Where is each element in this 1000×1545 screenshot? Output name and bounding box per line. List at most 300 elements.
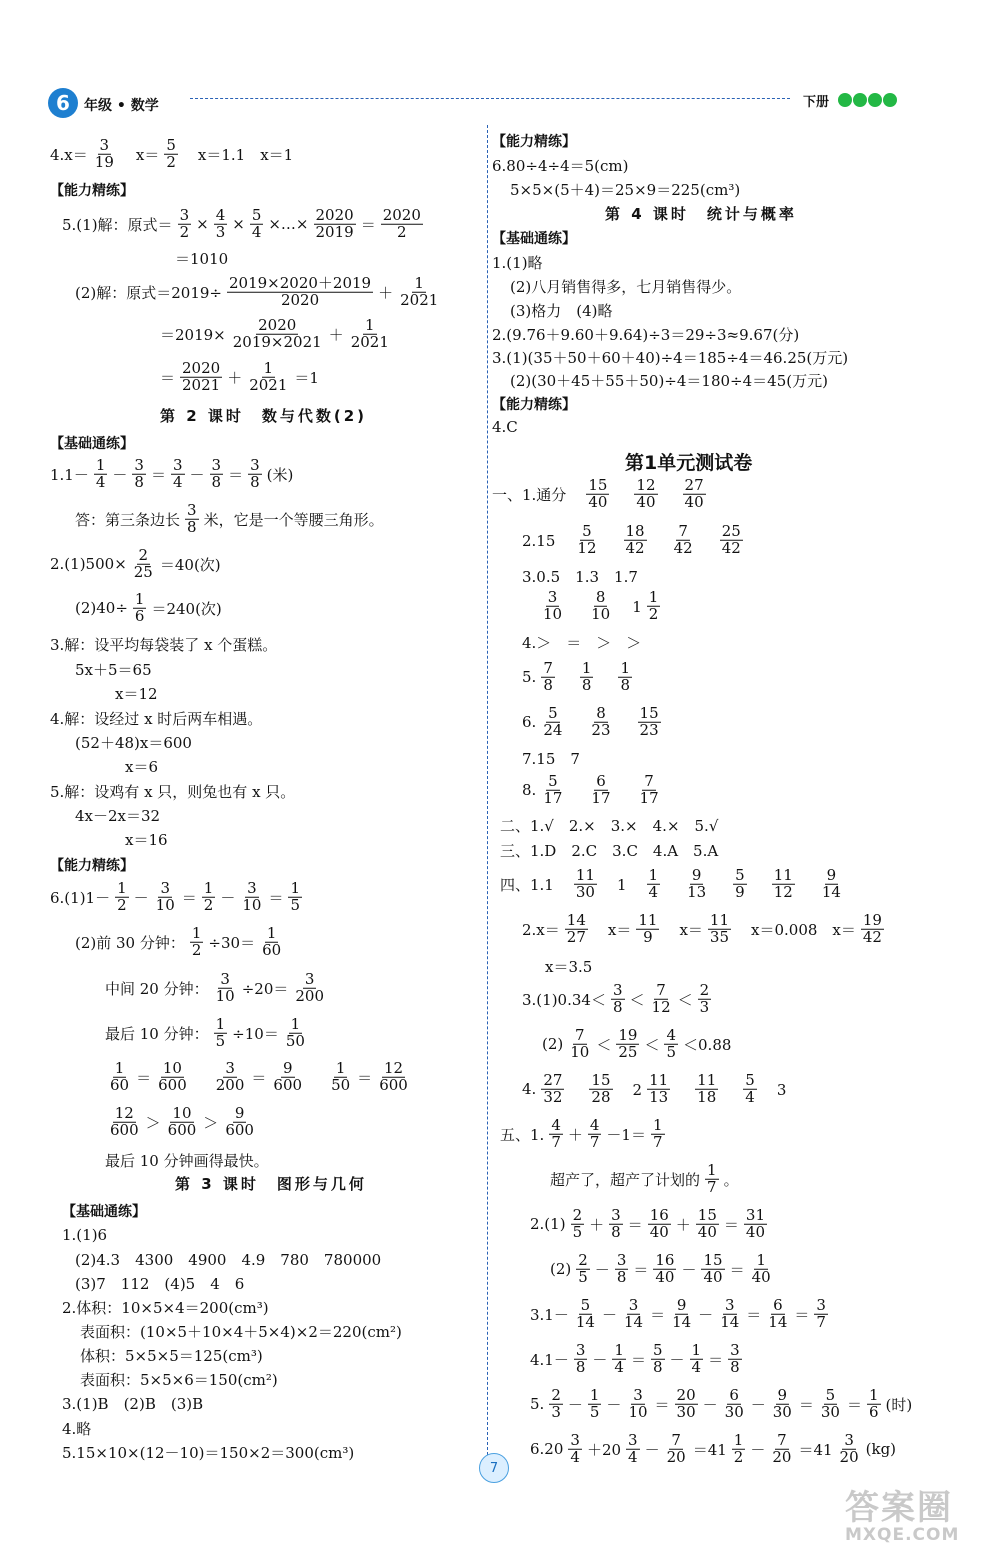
fraction: $\frac{2020}{2019}$ — [315, 205, 354, 241]
answer-line — [105, 1150, 269, 1171]
text-run: ＋ — [567, 1125, 583, 1144]
section-heading: 【能力精练】 — [50, 858, 134, 874]
answer-line — [522, 632, 641, 653]
answer-line — [492, 347, 848, 368]
text-run: － — [702, 1395, 718, 1414]
text-run: 3.1－ — [530, 1305, 569, 1324]
fraction: $\frac{3}{8}$ — [611, 1205, 621, 1241]
text-run: ＋ — [227, 368, 243, 387]
answer-line — [522, 771, 664, 807]
text-run — [598, 667, 613, 688]
fraction: $\frac{5}{24}$ — [543, 703, 563, 739]
text-run — [569, 780, 584, 801]
fraction: $\frac{5}{8}$ — [652, 1340, 663, 1376]
text-run: ＝ — [708, 1350, 724, 1369]
fraction: $\frac{1}{5}$ — [589, 1385, 600, 1421]
text-run: 超产了，超产了计划的 — [550, 1170, 701, 1189]
text-run: (52＋48)x＝600 — [75, 734, 192, 752]
answer-line — [500, 1115, 668, 1151]
fraction: $\frac{7}{10}$ — [570, 1025, 590, 1061]
answer-line — [522, 566, 638, 587]
answer-line — [50, 135, 294, 171]
text-run: ＝ — [136, 1068, 152, 1087]
fraction: $\frac{4}{5}$ — [666, 1025, 677, 1061]
text-run: － — [592, 1350, 608, 1369]
fraction: $\frac{3}{2}$ — [179, 205, 190, 241]
text-run: 3.(1)(35＋50＋60＋40)÷4＝185÷4＝46.25(万元) — [492, 349, 849, 367]
text-run: ＜ — [644, 1035, 660, 1054]
text-run: － — [698, 1305, 714, 1324]
text-run: (3)格力 (4)略 — [510, 302, 613, 320]
text-run: x＝0.008 x＝ — [736, 920, 856, 939]
text-run: 最后 10 分钟画得最快。 — [105, 1152, 269, 1170]
text-run: ＋ — [378, 283, 394, 302]
text-run: (米) — [266, 465, 294, 484]
fraction: $\frac{3}{200}$ — [295, 969, 325, 1005]
text-run: 米，它是一个等腰三角形。 — [203, 510, 384, 529]
text-run: x＝ — [120, 145, 160, 164]
answer-line — [522, 748, 580, 769]
text-run: － — [567, 1395, 583, 1414]
grade-badge: 6 — [48, 88, 78, 118]
text-run: 5x＋5＝65 — [75, 661, 152, 679]
text-run: ＝ — [360, 215, 376, 234]
text-run: ÷30＝ — [208, 933, 256, 952]
text-run: × — [196, 215, 209, 233]
fraction: $\frac{27}{32}$ — [543, 1070, 563, 1106]
text-run: 3.(1)0.34＜ — [522, 990, 606, 1009]
fraction: $\frac{20}{30}$ — [676, 1385, 696, 1421]
fraction: $\frac{5}{30}$ — [820, 1385, 840, 1421]
fraction: $\frac{1}{4}$ — [691, 1340, 702, 1376]
text-run: － — [681, 1260, 697, 1279]
fraction: $\frac{9}{14}$ — [672, 1295, 692, 1331]
fraction: $\frac{9}{14}$ — [821, 865, 841, 901]
fraction: $\frac{1}{60}$ — [262, 923, 282, 959]
text-run: 3.(1)B (2)B (3)B — [62, 1395, 204, 1413]
text-run: 7.15 7 — [522, 750, 580, 768]
fraction: $\frac{1}{7}$ — [652, 1115, 663, 1151]
text-run: ＝ — [630, 1350, 646, 1369]
section-heading: 【能力精练】 — [50, 183, 134, 199]
text-run: 6. — [522, 713, 537, 731]
text-run — [675, 1079, 690, 1100]
text-run: 4. — [522, 1080, 537, 1098]
text-run: ÷10＝ — [232, 1024, 279, 1043]
text-run: ＞ — [145, 1113, 161, 1132]
text-run: ＝ — [357, 1068, 373, 1087]
fraction: $\frac{1}{2021}$ — [350, 315, 389, 351]
text-run: ＝ — [268, 888, 284, 907]
fraction: $\frac{25}{42}$ — [721, 521, 741, 557]
fraction: $\frac{2}{5}$ — [578, 1250, 588, 1286]
answer-line — [545, 956, 592, 977]
text-run: ＝240(次) — [151, 599, 222, 618]
text-run: ＞ — [203, 1113, 219, 1132]
text-run: x＝3.5 — [545, 958, 593, 976]
header-dots-decoration — [838, 93, 897, 107]
text-run: ＝ — [150, 465, 166, 484]
answer-line — [75, 273, 443, 309]
fraction: $\frac{5}{17}$ — [543, 771, 563, 807]
fraction: $\frac{1}{7}$ — [707, 1160, 717, 1196]
answer-line — [75, 923, 286, 959]
answer-line — [542, 1025, 732, 1061]
answer-line — [50, 634, 277, 655]
text-run: 6.80÷4÷4＝5(cm) — [492, 157, 629, 175]
header-title: 年级 • 数学 — [84, 98, 159, 114]
fraction: $\frac{15}{23}$ — [639, 703, 659, 739]
text-run: 表面积：(10×5＋10×4＋5×4)×2＝220(cm²) — [80, 1323, 402, 1341]
fraction: $\frac{6}{17}$ — [591, 771, 611, 807]
fraction: $\frac{7}{20}$ — [772, 1430, 792, 1466]
text-run: (2)八月销售得多，七月销售得少。 — [510, 278, 742, 296]
text-run: － — [669, 1350, 685, 1369]
text-run — [663, 484, 678, 505]
fraction: $\frac{5}{2}$ — [166, 135, 176, 171]
fraction: $\frac{5}{4}$ — [745, 1070, 755, 1106]
text-run: 二、1.√ 2.× 3.× 4.× 5.√ — [500, 817, 719, 835]
fraction: $\frac{3}{19}$ — [94, 135, 114, 171]
text-run: 4.解：设经过 x 时后两车相遇。 — [50, 710, 263, 728]
fraction: $\frac{1}{50}$ — [331, 1058, 351, 1094]
fraction: $\frac{15}{40}$ — [588, 475, 608, 511]
text-run: 中间 20 分钟： — [105, 979, 209, 998]
answer-line — [550, 1250, 776, 1286]
fraction: $\frac{3}{7}$ — [816, 1295, 826, 1331]
text-run: ÷20＝ — [241, 979, 289, 998]
text-run: 1.(1)6 — [62, 1226, 108, 1244]
answer-line — [492, 418, 518, 436]
section-heading: 【能力精练】 — [492, 397, 576, 413]
text-run: 4.＞ ＝ ＞ ＞ — [522, 634, 642, 652]
fraction: $\frac{12}{40}$ — [636, 475, 656, 511]
text-run: 3.解：设平均每袋装了 x 个蛋糕。 — [50, 636, 278, 654]
text-run: 6.20 — [530, 1440, 564, 1458]
fraction: $\frac{12}{600}$ — [379, 1058, 408, 1094]
text-run: － — [112, 465, 128, 484]
fraction: $\frac{3}{8}$ — [612, 980, 623, 1016]
text-run: 1.1－ — [50, 465, 89, 484]
text-run: ＜ — [677, 990, 693, 1009]
text-run: ＝ — [160, 368, 176, 387]
answer-line — [492, 252, 543, 273]
fraction: $\frac{7}{8}$ — [543, 658, 553, 694]
text-run: ＝40(次) — [159, 555, 221, 574]
answer-line — [500, 815, 718, 836]
answer-line — [530, 1205, 770, 1241]
text-run — [569, 1079, 584, 1100]
fraction: $\frac{3}{20}$ — [839, 1430, 859, 1466]
text-run — [665, 874, 680, 895]
fraction: $\frac{1}{40}$ — [751, 1250, 771, 1286]
fraction: $\frac{27}{40}$ — [684, 475, 704, 511]
text-run — [618, 780, 633, 801]
text-run: x＝ — [664, 920, 703, 939]
fraction: $\frac{3}{8}$ — [250, 455, 260, 491]
section-heading: 【基础通练】 — [62, 1204, 146, 1220]
fraction: $\frac{1}{4}$ — [648, 865, 659, 901]
text-run: 6.(1)1－ — [50, 888, 111, 907]
fraction: $\frac{1}{2021}$ — [400, 273, 439, 309]
fraction: $\frac{2}{3}$ — [551, 1385, 561, 1421]
answer-line — [530, 1385, 913, 1421]
text-run: 。 — [723, 1170, 739, 1189]
fraction: $\frac{19}{25}$ — [618, 1025, 638, 1061]
answer-line — [492, 324, 799, 345]
answer-line — [75, 732, 192, 753]
text-run: ＝ — [798, 1395, 814, 1414]
text-run: 一、1.通分 — [492, 485, 582, 504]
text-run: 3 — [761, 1080, 787, 1099]
fraction: $\frac{1}{5}$ — [290, 878, 300, 914]
answer-line — [62, 1393, 203, 1414]
answer-line — [510, 370, 828, 391]
text-run: ＝ — [654, 1395, 670, 1414]
text-run: － — [644, 1440, 660, 1459]
text-run: － — [606, 1395, 622, 1414]
fraction: $\frac{2}{25}$ — [133, 545, 153, 581]
text-run: 2.(1)500× — [50, 555, 127, 573]
answer-line — [62, 1297, 269, 1318]
fraction: $\frac{10}{600}$ — [167, 1103, 197, 1139]
fraction: $\frac{3}{14}$ — [623, 1295, 644, 1331]
answer-line — [105, 1103, 259, 1139]
text-run — [194, 1067, 209, 1088]
fraction: $\frac{1}{6}$ — [134, 589, 145, 625]
text-run: ＝ — [729, 1260, 745, 1279]
page-number: 7 — [479, 1453, 509, 1483]
text-run — [723, 1079, 738, 1100]
text-run: (kg) — [865, 1440, 897, 1458]
text-run: － — [750, 1395, 766, 1414]
text-run — [309, 1067, 324, 1088]
text-run: 5×5×(5＋4)＝25×9＝225(cm³) — [510, 181, 741, 199]
text-run: ＝ — [228, 465, 244, 484]
text-run: 四、1.1 — [500, 875, 569, 894]
text-run: ＋ — [675, 1215, 691, 1234]
answer-line — [115, 683, 158, 704]
text-run: ＜0.88 — [683, 1035, 732, 1054]
fraction: $\frac{12}{600}$ — [110, 1103, 139, 1139]
text-run: ＝ — [633, 1260, 649, 1279]
answer-line — [522, 658, 635, 694]
text-run: (2)40÷ — [75, 599, 128, 617]
text-run: ＝ — [627, 1215, 643, 1234]
text-run — [713, 874, 728, 895]
fraction: $\frac{3}{4}$ — [628, 1430, 638, 1466]
text-run: － — [750, 1440, 766, 1459]
fraction: $\frac{7}{42}$ — [673, 521, 693, 557]
answer-line — [75, 659, 152, 680]
fraction: $\frac{1}{8}$ — [581, 658, 592, 694]
fraction: $\frac{7}{20}$ — [666, 1430, 686, 1466]
text-run: － — [189, 465, 205, 484]
fraction: $\frac{4}{7}$ — [551, 1115, 561, 1151]
text-run: x＝12 — [115, 685, 158, 703]
section-heading: 【基础通练】 — [492, 231, 576, 247]
text-run — [752, 874, 767, 895]
text-run: 3.0.5 1.3 1.7 — [522, 568, 638, 586]
text-run: 五、1. — [500, 1125, 545, 1144]
fraction: $\frac{1}{2}$ — [191, 923, 202, 959]
text-run: 4x－2x＝32 — [75, 807, 161, 825]
fraction: $\frac{3}{4}$ — [570, 1430, 580, 1466]
fraction: $\frac{10}{600}$ — [158, 1058, 187, 1094]
fraction: $\frac{31}{40}$ — [745, 1205, 765, 1241]
fraction: $\frac{2}{3}$ — [699, 980, 710, 1016]
fraction: $\frac{4}{7}$ — [589, 1115, 600, 1151]
text-run — [569, 712, 584, 733]
fraction: $\frac{11}{9}$ — [638, 910, 658, 946]
text-run: 2.(9.76＋9.60＋9.64)÷3＝29÷3≈9.67(分) — [492, 326, 800, 344]
answer-line — [75, 500, 384, 536]
fraction: $\frac{6}{14}$ — [768, 1295, 788, 1331]
answer-line — [510, 179, 740, 200]
answer-line — [125, 829, 168, 850]
answer-line — [62, 205, 426, 241]
answer-line — [530, 1295, 831, 1331]
fraction: $\frac{19}{42}$ — [862, 910, 882, 946]
text-run: ＋20 — [586, 1440, 622, 1459]
fraction: $\frac{11}{13}$ — [649, 1070, 669, 1106]
answer-line — [522, 1070, 787, 1106]
answer-line — [522, 521, 746, 557]
text-run: 2.(1) — [530, 1215, 566, 1233]
text-run — [560, 667, 575, 688]
fraction: $\frac{3}{8}$ — [616, 1250, 627, 1286]
watermark-logo — [845, 1480, 959, 1545]
text-run: ＝2019× — [160, 325, 226, 344]
text-run: (3)7 112 (4)5 4 6 — [75, 1275, 245, 1293]
fraction: $\frac{9}{600}$ — [273, 1058, 303, 1094]
text-run: (2) — [550, 1260, 572, 1278]
fraction: $\frac{1}{2}$ — [203, 878, 214, 914]
answer-line — [530, 1430, 897, 1466]
answer-line — [50, 708, 262, 729]
answer-line — [500, 865, 846, 901]
fraction: $\frac{3}{8}$ — [730, 1340, 740, 1376]
section-heading: 【基础通练】 — [50, 436, 134, 452]
text-run: 5.解：设鸡有 x 只，则兔也有 x 只。 — [50, 783, 296, 801]
fraction: $\frac{1}{8}$ — [620, 658, 630, 694]
text-run: 5. — [530, 1395, 545, 1413]
fraction: $\frac{6}{30}$ — [724, 1385, 744, 1421]
answer-line — [530, 1340, 745, 1376]
text-run: ＜ — [596, 1035, 612, 1054]
fraction: $\frac{3}{10}$ — [242, 878, 262, 914]
text-run: ＝ — [746, 1305, 762, 1324]
fraction: $\frac{5}{4}$ — [251, 205, 262, 241]
fraction: $\frac{11}{30}$ — [575, 865, 595, 901]
fraction: $\frac{2}{5}$ — [572, 1205, 583, 1241]
text-run: ＝1010 — [175, 250, 229, 268]
text-run: 8. — [522, 781, 537, 799]
text-run: － — [220, 888, 236, 907]
text-run: (2)4.3 4300 4900 4.9 780 780000 — [75, 1251, 382, 1269]
fraction: $\frac{1}{5}$ — [215, 1014, 226, 1050]
text-run: 5.(1)解：原式＝ — [62, 215, 173, 234]
answer-line — [62, 1418, 91, 1439]
text-run: 2.15 — [522, 531, 571, 550]
fraction: $\frac{9}{30}$ — [772, 1385, 792, 1421]
lesson-title: 第 2 课时 数与代数(2) — [160, 407, 368, 425]
fraction: $\frac{3}{10}$ — [215, 969, 235, 1005]
answer-line — [50, 455, 294, 491]
fraction: $\frac{3}{10}$ — [155, 878, 175, 914]
text-run: x＝16 — [125, 831, 168, 849]
text-run: ＝41 — [692, 1440, 727, 1459]
text-run: 1 — [617, 597, 642, 616]
answer-line — [160, 358, 319, 394]
text-run: ＝ — [723, 1215, 739, 1234]
text-run: ＝ — [846, 1395, 862, 1414]
fraction: $\frac{1}{60}$ — [110, 1058, 130, 1094]
fraction: $\frac{18}{42}$ — [625, 521, 645, 557]
fraction: $\frac{15}{40}$ — [703, 1250, 723, 1286]
answer-line — [80, 1345, 263, 1366]
answer-line — [522, 703, 664, 739]
fraction: $\frac{1}{2021}$ — [249, 358, 288, 394]
fraction: $\frac{2020}{2021}$ — [182, 358, 221, 394]
text-run: x＝6 — [125, 758, 159, 776]
answer-line — [500, 840, 718, 861]
fraction: $\frac{1}{4}$ — [95, 455, 106, 491]
text-run — [604, 530, 619, 551]
answer-line — [492, 475, 709, 511]
text-run: 5.15×10×(12－10)＝150×2＝300(cm³) — [62, 1444, 355, 1462]
semester-label: 下册 — [803, 95, 830, 110]
text-run: － — [594, 1260, 610, 1279]
fraction: $\frac{1}{2}$ — [648, 587, 659, 623]
fraction: $\frac{2019\times 2020+2019}{2020}$ — [229, 273, 372, 309]
fraction: $\frac{3}{200}$ — [215, 1058, 245, 1094]
fraction: $\frac{7}{12}$ — [651, 980, 671, 1016]
fraction: $\frac{8}{23}$ — [591, 703, 611, 739]
answer-line — [538, 587, 663, 623]
answer-line — [105, 1014, 310, 1050]
fraction: $\frac{16}{40}$ — [655, 1250, 675, 1286]
watermark-text: 答案圈 — [845, 1488, 953, 1528]
text-run: 4.x＝ — [50, 145, 88, 164]
text-run: × — [232, 215, 245, 233]
fraction: $\frac{3}{10}$ — [628, 1385, 648, 1421]
answer-line — [510, 276, 741, 297]
answer-line — [125, 756, 158, 777]
answer-line — [75, 1273, 244, 1294]
answer-line — [492, 155, 629, 176]
text-run: (时) — [885, 1395, 913, 1414]
answer-line — [75, 589, 222, 625]
fraction: $\frac{1}{6}$ — [868, 1385, 879, 1421]
answer-line — [62, 1442, 354, 1463]
text-run: ＋ — [328, 325, 344, 344]
fraction: $\frac{1}{50}$ — [285, 1014, 305, 1050]
page-header — [0, 0, 1000, 120]
text-run: x＝1.1 x＝1 — [182, 145, 294, 164]
text-run: ＝1 — [294, 368, 319, 387]
answer-line — [75, 805, 160, 826]
fraction: $\frac{9}{600}$ — [225, 1103, 254, 1139]
fraction: $\frac{2020}{2019\times 2021}$ — [232, 315, 322, 351]
fraction: $\frac{8}{10}$ — [591, 587, 611, 623]
text-run — [652, 530, 667, 551]
answer-line — [510, 300, 613, 321]
fraction: $\frac{15}{40}$ — [697, 1205, 717, 1241]
fraction: $\frac{16}{40}$ — [649, 1205, 669, 1241]
text-run: ＋ — [589, 1215, 605, 1234]
text-run: ＝ — [251, 1068, 267, 1087]
